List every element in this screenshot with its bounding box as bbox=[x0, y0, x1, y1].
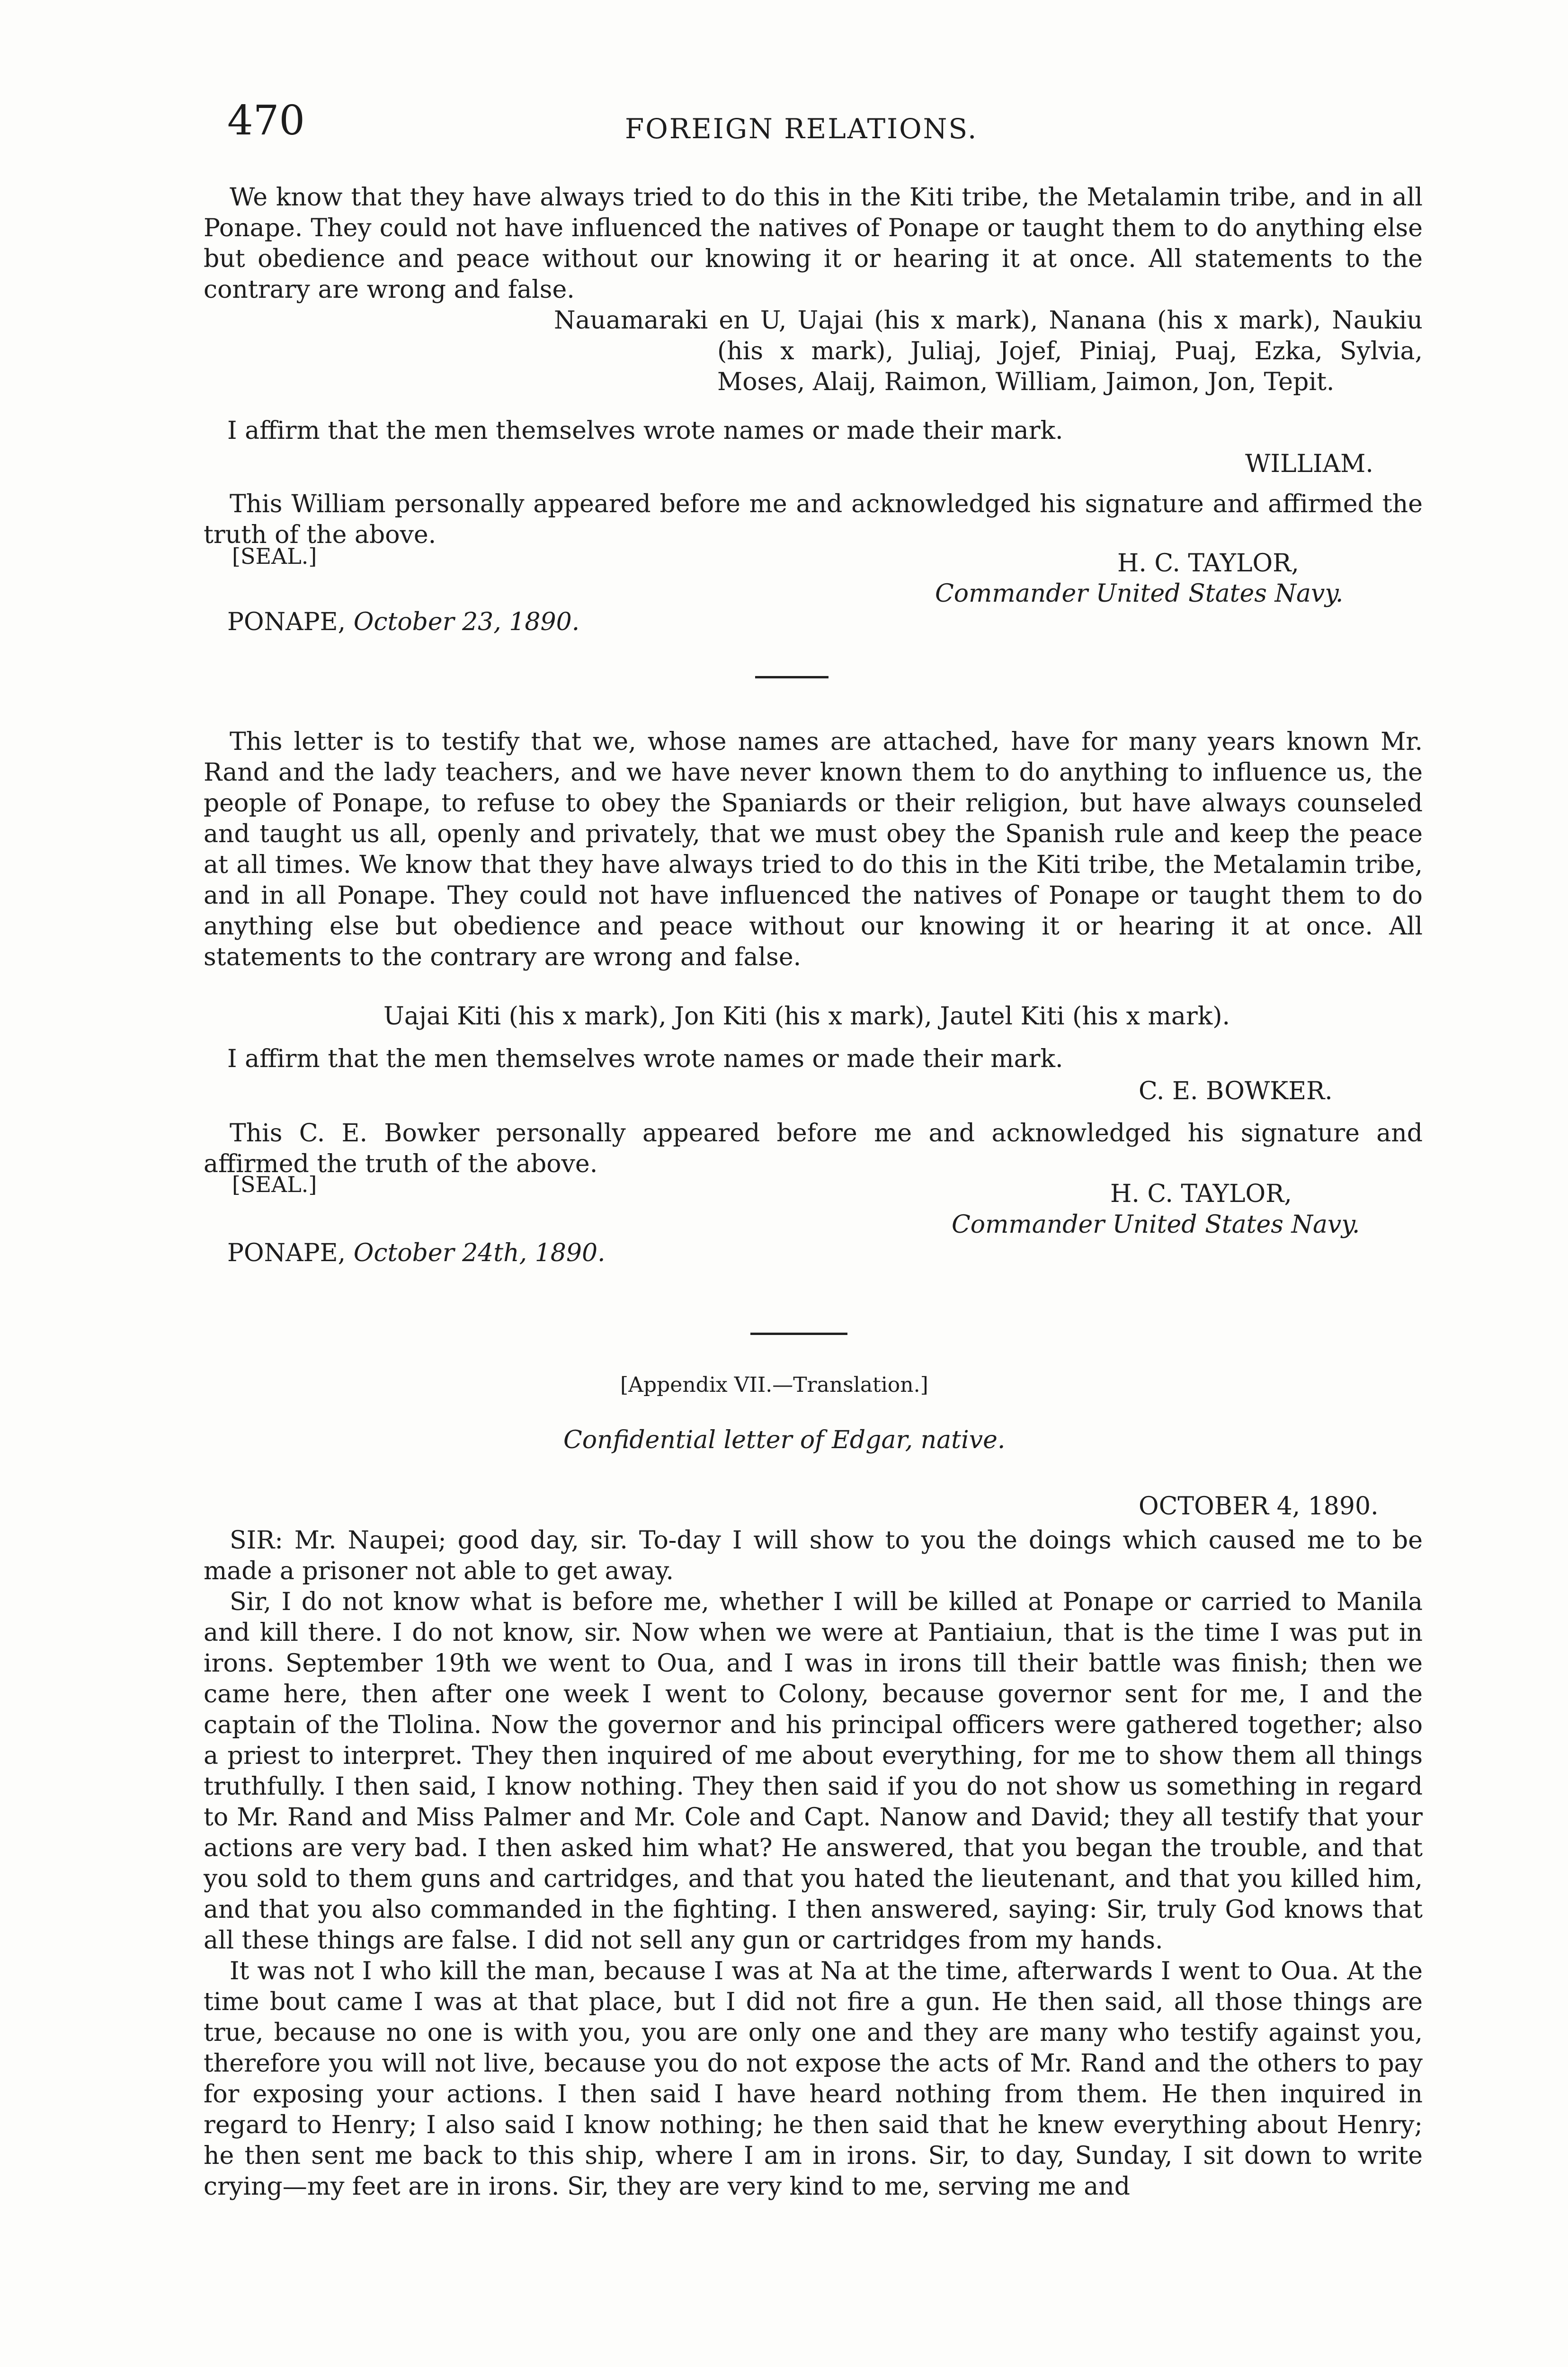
section1-officer-title: Commander United States Navy. bbox=[935, 579, 1344, 608]
section1-officer-name: H. C. TAYLOR, bbox=[1117, 549, 1299, 578]
section2-place-date bbox=[227, 1238, 606, 1269]
appendix-date: OCTOBER 4, 1890. bbox=[1139, 1492, 1379, 1521]
section1-signers: Nauamaraki en U, Uajai (his x mark), Nanana (his x mark), Naukiu (his x mark), Juliaj, Jojef, Piniaj, Puaj, Ezka, Sylvia, Moses, Alaij, Raimon, William, Jaimon, Jon, Tepit. bbox=[554, 306, 1423, 396]
section2-seal: [SEAL.] bbox=[232, 1172, 317, 1197]
appendix-label: [Appendix VII.—Translation.] bbox=[620, 1373, 928, 1397]
appendix-letter-body bbox=[204, 1525, 1423, 2202]
letter-paragraph: Sir, I do not know what is before me, whether I will be killed at Ponape or carried to Manila and kill there. I do not know, sir. Now when we were at Pantiaiun, that is the time I was put in irons. September 19th we went to Oua, and I was in irons till their battle was finish; then we came here, then after one week I went to Colony, because governor sent for me, I and the captain of the Tlolina. Now the governor and his principal officers were gathered together; also a priest to interpret. They then inquired of me about everything, for me to show them all things truthfully. I then said, I know nothing. They then said if you do not show us something in regard to Mr. Rand and Miss Palmer and Mr. Cole and Capt. Nanow and David; they all testify that your actions are very bad. I then asked him what? He answered, that you began the trouble, and that you sold to them guns and cartridges, and that you hated the lieutenant, and that you killed him, and that you also commanded in the fighting. I then answered, saying: Sir, truly God knows that all these things are false. I did not sell any gun or cartridges from my hands. bbox=[204, 1588, 1423, 1955]
letter-paragraph: It was not I who kill the man, because I was at Na at the time, afterwards I went to Oua. At the time bout came I was at that place, but I did not fire a gun. He then said, all those things are true, because no one is with you, you are only one and they are many who testify against you, therefore you will not live, because you do not expose the acts of Mr. Rand and the others to pay for exposing your actions. I then said I have heard nothing from them. He then inquired in regard to Henry; I also said I know nothing; he then said that he knew everything about Henry; he then sent me back to this ship, where I am in irons. Sir, to day, Sunday, I sit down to write crying—my feet are in irons. Sir, they are very kind to me, serving me and bbox=[204, 1957, 1423, 2201]
section1-seal: [SEAL.] bbox=[232, 543, 317, 569]
section2-affirmation: I affirm that the men themselves wrote names or made their mark. bbox=[227, 1045, 1063, 1073]
section2-place: PONAPE, bbox=[227, 1239, 346, 1267]
section1-affirmation: I affirm that the men themselves wrote names or made their mark. bbox=[227, 417, 1063, 445]
section1-place: PONAPE, bbox=[227, 608, 346, 636]
section2-officer-name: H. C. TAYLOR, bbox=[1110, 1180, 1292, 1208]
section2-officer-title: Commander United States Navy. bbox=[952, 1210, 1360, 1239]
appendix-title: Confidential letter of Edgar, native. bbox=[563, 1426, 1006, 1454]
letter-paragraph: SIR: Mr. Naupei; good day, sir. To-day I will show to you the doings which caused me to be made a prisoner not able to get away. bbox=[204, 1526, 1423, 1585]
running-title: FOREIGN RELATIONS. bbox=[625, 113, 978, 145]
section-divider bbox=[755, 676, 829, 678]
section2-paragraph: This letter is to testify that we, whose names are attached, have for many years known Mr. Rand and the lady teachers, and we have never known them to do anything to influence us, the people of Ponape, to refuse to obey the Spaniards or their religion, but have always counseled and taught us all, openly and privately, that we must obey the Spanish rule and keep the peace at all times. We know that they have always tried to do this in the Kiti tribe, the Metalamin tribe, and in all Ponape. They could not have influenced the natives of Ponape or taught them to do anything else but obedience and peace without our knowing it or hearing it at once. All statements to the contrary are wrong and false. bbox=[204, 728, 1423, 971]
section1-date: October 23, 1890. bbox=[353, 608, 580, 636]
page-number: 470 bbox=[227, 97, 305, 144]
section1-paragraph: We know that they have always tried to do this in the Kiti tribe, the Metalamin tribe, and in all Ponape. They could not have influenced the natives of Ponape or taught them to do anything else but obedience and peace without our knowing it or hearing it at once. All statements to the contrary are wrong and false. bbox=[204, 183, 1423, 304]
section2-affirmer: C. E. BOWKER. bbox=[1139, 1077, 1333, 1105]
appendix-divider bbox=[750, 1333, 847, 1335]
section2-signers: Uajai Kiti (his x mark), Jon Kiti (his x mark), Jautel Kiti (his x mark). bbox=[383, 1002, 1230, 1031]
section2-date: October 24th, 1890. bbox=[353, 1239, 606, 1267]
section1-appearance: This William personally appeared before me and acknowledged his signature and affirmed the truth of the above. bbox=[204, 490, 1423, 549]
section1-affirmer: WILLIAM. bbox=[1245, 450, 1373, 478]
section1-place-date bbox=[227, 607, 579, 638]
section2-appearance: This C. E. Bowker personally appeared before me and acknowledged his signature and affirmed the truth of the above. bbox=[204, 1119, 1423, 1178]
